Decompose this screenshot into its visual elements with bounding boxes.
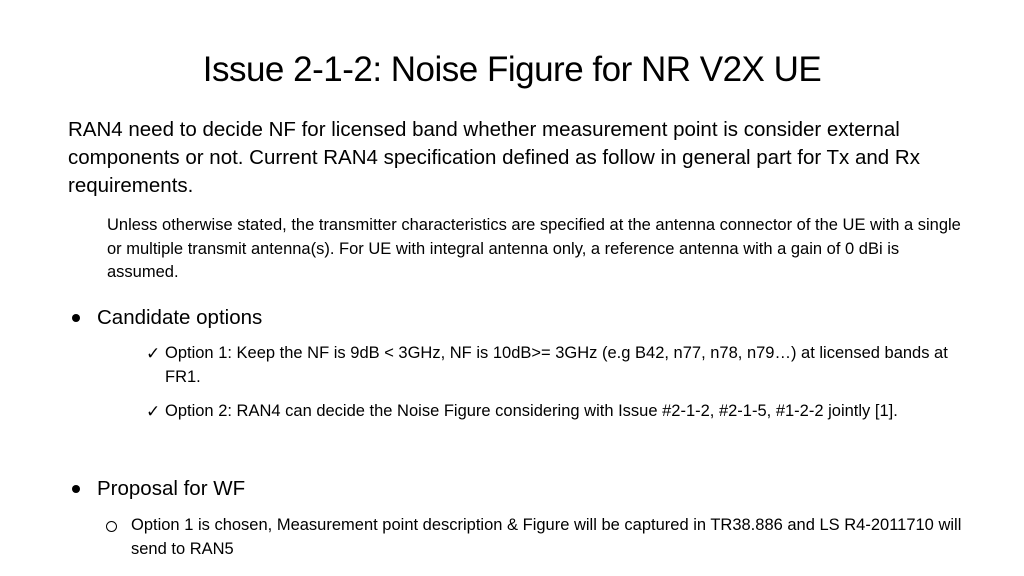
bullet-label: Candidate options (97, 306, 263, 329)
option-1-text: Option 1: Keep the NF is 9dB < 3GHz, NF is 10dB>= 3GHz (e.g B42, n77, n78, n79…) at licensed bands at FR1. (165, 344, 948, 386)
bullet-dot-icon (72, 314, 80, 322)
bullet-label: Proposal for WF (97, 477, 246, 500)
bullet-dot-icon (72, 485, 80, 493)
proposal-text: Option 1 is chosen, Measurement point description & Figure will be captured in TR38.886 and LS R4-2011710 will send to RAN5 (131, 516, 962, 558)
hollow-circle-icon (106, 521, 117, 532)
checkmark-icon: ✓ (146, 344, 161, 363)
option-2-text: Option 2: RAN4 can decide the Noise Figure considering with Issue #2-1-2, #2-1-5, #1-2-2 jointly [1]. (165, 402, 898, 420)
slide-title: Issue 2-1-2: Noise Figure for NR V2X UE (202, 50, 822, 89)
intro-paragraph: RAN4 need to decide NF for licensed band whether measurement point is consider external components or not. Current RAN4 specification defined as follow in general part for Tx and Rx requirements. (68, 118, 920, 197)
spec-quote: Unless otherwise stated, the transmitter characteristics are specified at the antenna connector of the UE with a single or multiple transmit antenna(s). For UE with integral antenna only, a reference antenna with a gain of 0 dBi is assumed. (107, 216, 961, 281)
checkmark-icon: ✓ (146, 402, 161, 421)
